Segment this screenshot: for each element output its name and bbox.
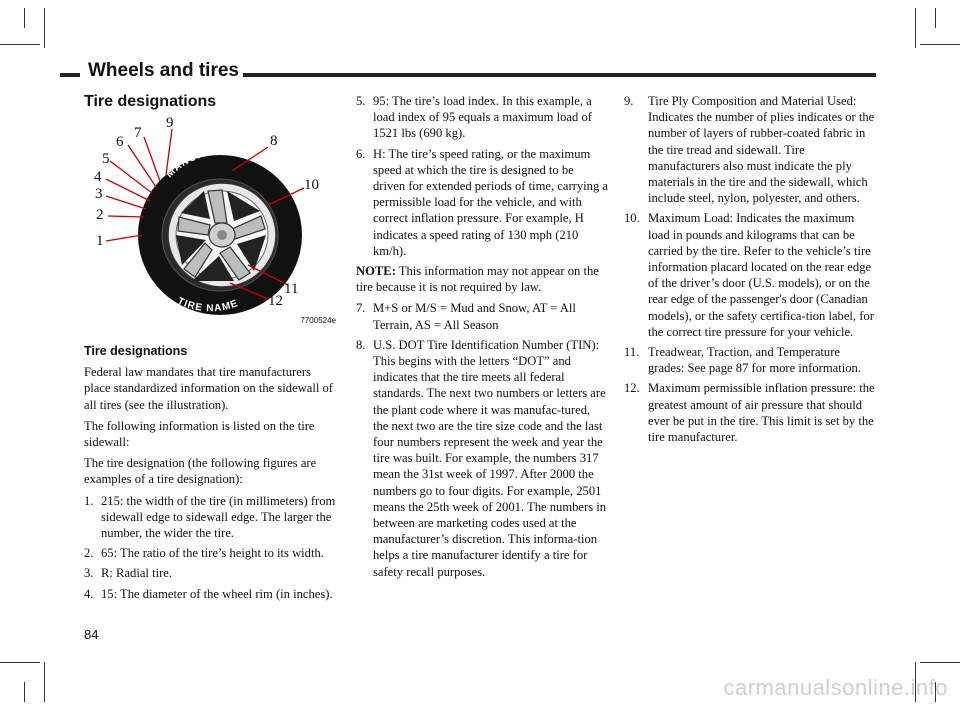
note-label: NOTE: <box>356 264 396 279</box>
column-left <box>84 343 340 606</box>
column-right <box>624 93 878 449</box>
paragraph: The tire designation (the following figures are examples of a tire designation): <box>84 456 317 487</box>
header-rule <box>60 76 80 77</box>
list-item <box>356 93 608 142</box>
callout-11: 11 <box>284 281 299 297</box>
list-number: 1. <box>84 493 94 508</box>
callout-8: 8 <box>270 133 278 149</box>
list-number: 12. <box>624 381 640 396</box>
list-text: Tire Ply Composition and Material Used: Indicates the number of plies indicates or the number of layers of rubber-coated fabric in the tire tread and sidewall. Tire manufacturers also must indicate the ply materials in the tire and the sidewall, which include steel, nylon, polyester, and others. <box>648 94 875 206</box>
section-heading: Tire designations <box>84 344 188 358</box>
callout-7: 7 <box>134 125 142 141</box>
list-number: 2. <box>84 546 94 561</box>
list-text: U.S. DOT Tire Identification Number (TIN): This begins with the letters “DOT” and indicates that the tire meets all federal standards. The next two numbers or letters are the plant code where it was manufac-tured, the next two are the tire size code and the last four numbers represent the week and year the tire was built. For example, the numbers 317 mean the 31st week of 1997. After 2000 the numbers go to four digits. For example, 2501 means the 25th week of 2001. The numbers in between are marketing codes used at the manufacturer’s discretion. This informa-tion helps a tire manufacturer identify a tire for safety recall purposes. <box>373 337 607 579</box>
list-item <box>356 300 608 332</box>
list-item <box>624 380 878 445</box>
list-text: H: The tire’s speed rating, or the maximum speed at which the tire is designed to be driven for extended periods of time, carrying a permissible load for the vehicle, and with correct inflation pressure. For example, H indicates a speed rating of 130 mph (210 km/h). <box>373 146 608 258</box>
list-text: 95: The tire’s load index. In this example, a load index of 95 equals a maximum load of 1521 lbs (690 kg). <box>373 94 592 141</box>
list-number: 11. <box>624 345 640 360</box>
crop-mark <box>915 8 916 48</box>
page-subtitle: Tire designations <box>84 93 217 110</box>
crop-mark <box>920 44 960 45</box>
sidewall-tire-name-text: TIRE NAME <box>175 295 241 315</box>
callout-10: 10 <box>304 177 319 193</box>
list-number: 10. <box>624 211 640 226</box>
callout-3: 3 <box>95 186 103 202</box>
callout-4: 4 <box>94 169 102 185</box>
list-number: 9. <box>624 94 634 108</box>
sidewall-manufacturer-text: MANUFACTURER <box>164 146 263 181</box>
list-item <box>84 565 340 581</box>
crop-mark <box>0 44 40 45</box>
list-number: 5. <box>356 94 366 108</box>
tire-illustration <box>82 113 334 325</box>
list-number: 7. <box>356 301 366 316</box>
crop-mark <box>0 662 40 663</box>
column-middle <box>356 93 608 584</box>
callout-5: 5 <box>102 151 110 167</box>
callout-12: 12 <box>268 293 283 309</box>
list-item <box>624 93 878 206</box>
header-rule <box>243 76 876 77</box>
list-number: 8. <box>356 337 366 352</box>
note <box>356 263 608 295</box>
list-text: 15: The diameter of the wheel rim (in inches). <box>101 586 333 601</box>
list-text: 215: the width of the tire (in millimeters) from sidewall edge to sidewall edge. The larger the number, the wider the tire. <box>101 493 336 541</box>
list-item <box>356 146 608 259</box>
crop-mark <box>24 682 25 702</box>
list-item <box>356 337 608 580</box>
list-text: R: Radial tire. <box>101 566 172 581</box>
list-item <box>84 545 340 561</box>
list-item <box>84 493 340 542</box>
list-item <box>624 344 878 376</box>
callout-9: 9 <box>166 115 174 131</box>
section-title: Wheels and tires <box>84 60 243 82</box>
crop-mark <box>44 8 45 48</box>
crop-mark <box>935 8 936 28</box>
crop-mark <box>24 8 25 28</box>
list-text: M+S or M/S = Mud and Snow, AT = All Terrain, AS = All Season <box>373 301 576 332</box>
paragraph: Federal law mandates that tire manufacturers place standardized information on the sidewall of all tires (see the illustration). <box>84 365 333 412</box>
list-text: Maximum Load: Indicates the maximum load in pounds and kilograms that can be carried by the tire. Refer to the vehicle’s tire information placard located on the rear edge of the driver’s door (U.S. models), or on the rear edge of the passenger's door (Canadian models), or the safety certifica-tion label, for the correct tire pressure for your vehicle. <box>648 211 874 339</box>
sidewall-size-text: 215/65R15 95H M+S <box>122 214 146 293</box>
page-number: 84 <box>84 627 99 642</box>
list-text: Treadwear, Traction, and Temperature grades: See page 87 for more information. <box>648 345 861 376</box>
figure-code: 7700524e <box>300 316 336 325</box>
list-item <box>624 210 878 340</box>
list-text: Maximum permissible inflation pressure: the greatest amount of air pressure that should ever be put in the tire. This limit is set by the tire manufacturer. <box>648 381 875 445</box>
watermark: carmanualsonline.info <box>723 675 948 700</box>
crop-mark <box>920 662 960 663</box>
list-text: 65: The ratio of the tire’s height to its width. <box>101 546 324 561</box>
paragraph: The following information is listed on the tire sidewall: <box>84 418 315 450</box>
crop-mark <box>44 662 45 702</box>
note-text: This information may not appear on the tire because it is not required by law. <box>356 264 599 295</box>
list-number: 3. <box>84 566 94 581</box>
list-number: 4. <box>84 586 94 601</box>
list-item <box>84 586 340 602</box>
callout-6: 6 <box>116 134 124 150</box>
callout-2: 2 <box>96 207 104 223</box>
callout-1: 1 <box>96 233 104 249</box>
list-number: 6. <box>356 146 366 161</box>
